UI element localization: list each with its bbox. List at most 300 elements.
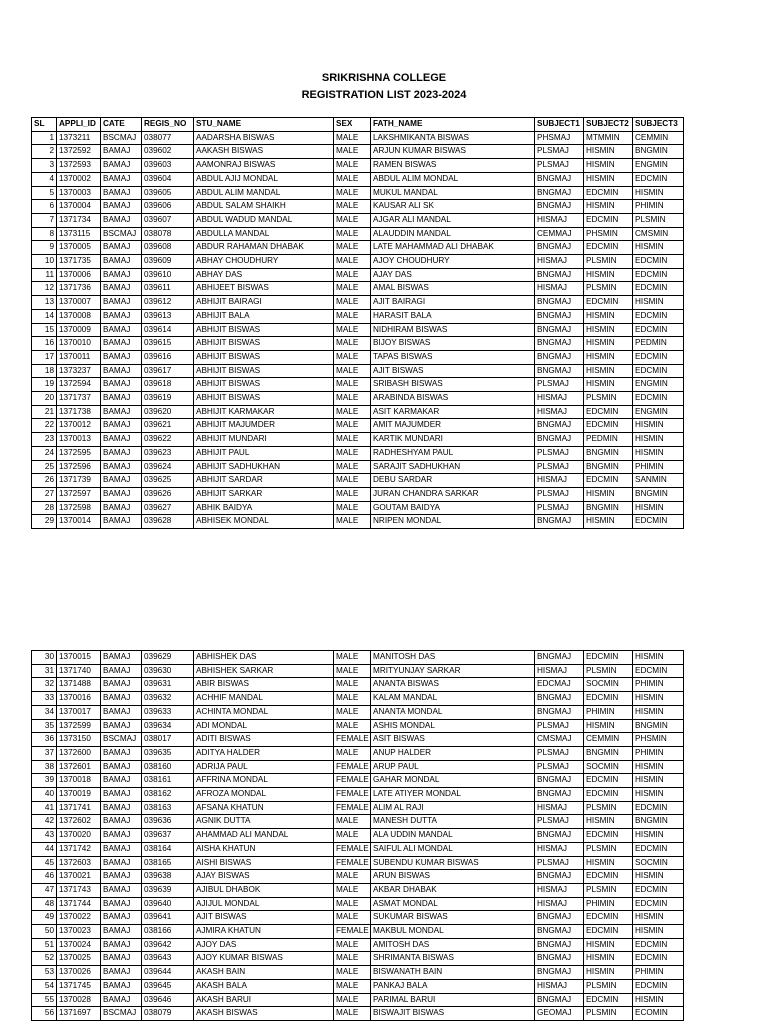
cell-appli-id: 1371739	[57, 474, 101, 488]
cell-sl: 23	[32, 433, 57, 447]
cell-subject3: PHSMIN	[633, 733, 684, 747]
cell-subject2: BNGMIN	[584, 460, 633, 474]
cell-stu-name: AAMONRAJ BISWAS	[194, 159, 334, 173]
cell-sl: 47	[32, 883, 57, 897]
cell-subject3: PLSMIN	[633, 213, 684, 227]
cell-regis-no: 039645	[142, 979, 194, 993]
cell-regis-no: 039619	[142, 392, 194, 406]
cell-appli-id: 1370006	[57, 268, 101, 282]
cell-regis-no: 039640	[142, 897, 194, 911]
cell-stu-name: ACHHIF MANDAL	[194, 692, 334, 706]
table-row	[32, 433, 684, 447]
cell-sl: 41	[32, 801, 57, 815]
cell-sl: 33	[32, 692, 57, 706]
cell-stu-name: AKASH BISWAS	[194, 1007, 334, 1021]
cell-sex: MALE	[334, 159, 371, 173]
cell-cate: BAMAJ	[101, 145, 142, 159]
cell-fath-name: ANUP HALDER	[371, 746, 535, 760]
cell-regis-no: 039602	[142, 145, 194, 159]
table-row	[32, 460, 684, 474]
cell-cate: BAMAJ	[101, 186, 142, 200]
cell-cate: BAMAJ	[101, 419, 142, 433]
cell-fath-name: ARUN BISWAS	[371, 870, 535, 884]
cell-stu-name: ABHIJIT BISWAS	[194, 378, 334, 392]
table-row	[32, 309, 684, 323]
cell-appli-id: 1371697	[57, 1007, 101, 1021]
cell-subject2: HISMIN	[584, 515, 633, 529]
cell-cate: BAMAJ	[101, 172, 142, 186]
cell-subject2: HISMIN	[584, 364, 633, 378]
cell-subject2: EDCMIN	[584, 186, 633, 200]
cell-sl: 22	[32, 419, 57, 433]
cell-sex: MALE	[334, 705, 371, 719]
cell-stu-name: ABDUL WADUD MANDAL	[194, 213, 334, 227]
cell-sex: MALE	[334, 979, 371, 993]
cell-subject2: EDCMIN	[584, 474, 633, 488]
column-header-regis-no: REGIS_NO	[142, 118, 194, 132]
table-row	[32, 227, 684, 241]
cell-sl: 34	[32, 705, 57, 719]
cell-subject3: HISMIN	[633, 870, 684, 884]
cell-regis-no: 039644	[142, 966, 194, 980]
cell-fath-name: MAKBUL MONDAL	[371, 925, 535, 939]
cell-cate: BAMAJ	[101, 460, 142, 474]
cell-sl: 54	[32, 979, 57, 993]
cell-subject3: EDCMIN	[633, 309, 684, 323]
cell-subject2: PLSMIN	[584, 883, 633, 897]
cell-sex: FEMALE	[334, 774, 371, 788]
cell-subject3: HISMIN	[633, 993, 684, 1007]
cell-subject3: ENGMIN	[633, 159, 684, 173]
cell-fath-name: PANKAJ BALA	[371, 979, 535, 993]
table-row	[32, 979, 684, 993]
cell-fath-name: GOUTAM BAIDYA	[371, 501, 535, 515]
cell-subject1: BNGMAJ	[535, 651, 584, 665]
cell-cate: BAMAJ	[101, 788, 142, 802]
cell-sl: 53	[32, 966, 57, 980]
cell-sex: MALE	[334, 815, 371, 829]
cell-fath-name: BISWANATH BAIN	[371, 966, 535, 980]
cell-sex: MALE	[334, 952, 371, 966]
cell-regis-no: 039637	[142, 829, 194, 843]
cell-subject3: EDCMIN	[633, 172, 684, 186]
cell-sex: MALE	[334, 966, 371, 980]
cell-subject1: HISMAJ	[535, 405, 584, 419]
cell-subject3: EDCMIN	[633, 979, 684, 993]
table-row	[32, 200, 684, 214]
cell-cate: BAMAJ	[101, 487, 142, 501]
cell-regis-no: 039604	[142, 172, 194, 186]
cell-appli-id: 1372601	[57, 760, 101, 774]
cell-sl: 55	[32, 993, 57, 1007]
cell-sex: MALE	[334, 911, 371, 925]
cell-cate: BAMAJ	[101, 664, 142, 678]
cell-appli-id: 1373115	[57, 227, 101, 241]
cell-cate: BAMAJ	[101, 282, 142, 296]
cell-appli-id: 1371736	[57, 282, 101, 296]
cell-subject3: SANMIN	[633, 474, 684, 488]
cell-fath-name: ARABINDA BISWAS	[371, 392, 535, 406]
cell-sl: 5	[32, 186, 57, 200]
cell-subject2: HISMIN	[584, 719, 633, 733]
cell-fath-name: MUKUL MANDAL	[371, 186, 535, 200]
cell-fath-name: AMAL BISWAS	[371, 282, 535, 296]
cell-appli-id: 1371741	[57, 801, 101, 815]
cell-subject3: PHIMIN	[633, 966, 684, 980]
cell-sl: 19	[32, 378, 57, 392]
cell-fath-name: AKBAR DHABAK	[371, 883, 535, 897]
cell-cate: BAMAJ	[101, 801, 142, 815]
cell-fath-name: ASIT KARMAKAR	[371, 405, 535, 419]
cell-subject3: BNGMIN	[633, 487, 684, 501]
cell-subject3: BNGMIN	[633, 719, 684, 733]
cell-subject3: PHIMIN	[633, 746, 684, 760]
cell-fath-name: ARJUN KUMAR BISWAS	[371, 145, 535, 159]
cell-fath-name: TAPAS BISWAS	[371, 350, 535, 364]
cell-appli-id: 1370021	[57, 870, 101, 884]
cell-regis-no: 039608	[142, 241, 194, 255]
cell-sl: 48	[32, 897, 57, 911]
cell-subject3: ENGMIN	[633, 405, 684, 419]
cell-subject2: HISMIN	[584, 350, 633, 364]
cell-stu-name: ABDULLA MANDAL	[194, 227, 334, 241]
cell-sex: FEMALE	[334, 760, 371, 774]
cell-subject3: HISMIN	[633, 446, 684, 460]
cell-cate: BAMAJ	[101, 774, 142, 788]
cell-subject1: BNGMAJ	[535, 788, 584, 802]
cell-subject3: EDCMIN	[633, 350, 684, 364]
cell-regis-no: 039614	[142, 323, 194, 337]
cell-cate: BSCMAJ	[101, 1007, 142, 1021]
cell-cate: BAMAJ	[101, 678, 142, 692]
cell-sex: MALE	[334, 268, 371, 282]
cell-stu-name: AKASH BALA	[194, 979, 334, 993]
cell-stu-name: ABHAY CHOUDHURY	[194, 255, 334, 269]
cell-fath-name: SUKUMAR BISWAS	[371, 911, 535, 925]
cell-fath-name: AMIT MAJUMDER	[371, 419, 535, 433]
cell-sex: FEMALE	[334, 801, 371, 815]
cell-fath-name: ANANTA BISWAS	[371, 678, 535, 692]
cell-subject2: HISMIN	[584, 938, 633, 952]
cell-appli-id: 1371735	[57, 255, 101, 269]
cell-appli-id: 1370012	[57, 419, 101, 433]
table-row	[32, 172, 684, 186]
cell-regis-no: 039627	[142, 501, 194, 515]
cell-cate: BAMAJ	[101, 337, 142, 351]
cell-sex: MALE	[334, 364, 371, 378]
table-row	[32, 842, 684, 856]
cell-subject2: PLSMIN	[584, 392, 633, 406]
cell-subject3: HISMIN	[633, 911, 684, 925]
cell-stu-name: ADITYA HALDER	[194, 746, 334, 760]
cell-subject2: EDCMIN	[584, 651, 633, 665]
cell-fath-name: RAMEN BISWAS	[371, 159, 535, 173]
table-row	[32, 296, 684, 310]
cell-subject2: HISMIN	[584, 337, 633, 351]
cell-subject2: HISMIN	[584, 966, 633, 980]
cell-subject3: HISMIN	[633, 925, 684, 939]
cell-sex: MALE	[334, 515, 371, 529]
cell-stu-name: ABHIJIT PAUL	[194, 446, 334, 460]
cell-subject1: HISMAJ	[535, 801, 584, 815]
cell-stu-name: ABHIJIT BISWAS	[194, 350, 334, 364]
cell-sex: MALE	[334, 309, 371, 323]
cell-sl: 16	[32, 337, 57, 351]
cell-subject2: PLSMIN	[584, 282, 633, 296]
cell-subject2: EDCMIN	[584, 925, 633, 939]
table-row	[32, 392, 684, 406]
cell-cate: BSCMAJ	[101, 227, 142, 241]
cell-stu-name: ABHIK BAIDYA	[194, 501, 334, 515]
cell-sex: MALE	[334, 337, 371, 351]
table-row	[32, 405, 684, 419]
cell-subject2: SOCMIN	[584, 760, 633, 774]
cell-appli-id: 1370024	[57, 938, 101, 952]
cell-regis-no: 039613	[142, 309, 194, 323]
cell-sex: MALE	[334, 227, 371, 241]
cell-regis-no: 039617	[142, 364, 194, 378]
cell-subject3: EDCMIN	[633, 801, 684, 815]
table-row	[32, 938, 684, 952]
cell-subject3: CEMMIN	[633, 131, 684, 145]
cell-subject3: EDCMIN	[633, 255, 684, 269]
cell-subject1: HISMAJ	[535, 664, 584, 678]
cell-cate: BSCMAJ	[101, 733, 142, 747]
cell-regis-no: 039639	[142, 883, 194, 897]
cell-sl: 13	[32, 296, 57, 310]
cell-regis-no: 039641	[142, 911, 194, 925]
cell-stu-name: AFSANA KHATUN	[194, 801, 334, 815]
table-row	[32, 474, 684, 488]
cell-subject2: EDCMIN	[584, 692, 633, 706]
cell-cate: BAMAJ	[101, 159, 142, 173]
cell-subject3: HISMIN	[633, 241, 684, 255]
cell-subject1: EDCMAJ	[535, 678, 584, 692]
table-row	[32, 897, 684, 911]
cell-appli-id: 1370023	[57, 925, 101, 939]
cell-sl: 44	[32, 842, 57, 856]
cell-subject2: SOCMIN	[584, 678, 633, 692]
cell-regis-no: 038163	[142, 801, 194, 815]
cell-regis-no: 039642	[142, 938, 194, 952]
cell-fath-name: LATE ATIYER MONDAL	[371, 788, 535, 802]
column-header-subject3: SUBJECT3	[633, 118, 684, 132]
cell-cate: BAMAJ	[101, 705, 142, 719]
cell-subject1: HISMAJ	[535, 474, 584, 488]
cell-fath-name: JURAN CHANDRA SARKAR	[371, 487, 535, 501]
cell-subject1: HISMAJ	[535, 255, 584, 269]
cell-subject2: EDCMIN	[584, 213, 633, 227]
cell-cate: BAMAJ	[101, 392, 142, 406]
cell-stu-name: ABHIJIT BALA	[194, 309, 334, 323]
cell-fath-name: MANESH DUTTA	[371, 815, 535, 829]
cell-stu-name: ACHINTA MONDAL	[194, 705, 334, 719]
column-header-appli-id: APPLI_ID	[57, 118, 101, 132]
cell-cate: BAMAJ	[101, 897, 142, 911]
cell-sex: MALE	[334, 282, 371, 296]
cell-subject1: HISMAJ	[535, 392, 584, 406]
cell-appli-id: 1370019	[57, 788, 101, 802]
cell-subject2: HISMIN	[584, 200, 633, 214]
table-row	[32, 268, 684, 282]
cell-appli-id: 1373150	[57, 733, 101, 747]
cell-subject2: CEMMIN	[584, 733, 633, 747]
cell-regis-no: 039603	[142, 159, 194, 173]
cell-appli-id: 1371734	[57, 213, 101, 227]
cell-sl: 26	[32, 474, 57, 488]
cell-sl: 38	[32, 760, 57, 774]
cell-cate: BAMAJ	[101, 719, 142, 733]
cell-regis-no: 039618	[142, 378, 194, 392]
cell-fath-name: ABDUL ALIM MONDAL	[371, 172, 535, 186]
cell-stu-name: ABHISEK MONDAL	[194, 515, 334, 529]
cell-appli-id: 1370026	[57, 966, 101, 980]
cell-stu-name: ADI MONDAL	[194, 719, 334, 733]
cell-cate: BAMAJ	[101, 966, 142, 980]
cell-subject1: CMSMAJ	[535, 733, 584, 747]
cell-sl: 51	[32, 938, 57, 952]
cell-subject2: HISMIN	[584, 159, 633, 173]
cell-subject2: HISMIN	[584, 323, 633, 337]
column-header-stu-name: STU_NAME	[194, 118, 334, 132]
cell-fath-name: GAHAR MONDAL	[371, 774, 535, 788]
cell-subject2: EDCMIN	[584, 993, 633, 1007]
cell-fath-name: ALA UDDIN MANDAL	[371, 829, 535, 843]
cell-subject1: BNGMAJ	[535, 911, 584, 925]
cell-regis-no: 039631	[142, 678, 194, 692]
cell-regis-no: 039632	[142, 692, 194, 706]
cell-regis-no: 039610	[142, 268, 194, 282]
cell-sex: MALE	[334, 172, 371, 186]
cell-subject3: EDCMIN	[633, 364, 684, 378]
cell-subject3: EDCMIN	[633, 323, 684, 337]
cell-regis-no: 038161	[142, 774, 194, 788]
cell-sex: MALE	[334, 829, 371, 843]
cell-stu-name: ABHIJIT BAIRAGI	[194, 296, 334, 310]
cell-regis-no: 039615	[142, 337, 194, 351]
cell-fath-name: ARUP PAUL	[371, 760, 535, 774]
cell-sl: 9	[32, 241, 57, 255]
cell-sl: 30	[32, 651, 57, 665]
cell-subject1: BNGMAJ	[535, 705, 584, 719]
cell-subject3: CMSMIN	[633, 227, 684, 241]
cell-subject1: PLSMAJ	[535, 856, 584, 870]
cell-fath-name: NRIPEN MONDAL	[371, 515, 535, 529]
cell-subject1: PLSMAJ	[535, 746, 584, 760]
cell-fath-name: ALIM AL RAJI	[371, 801, 535, 815]
cell-sl: 2	[32, 145, 57, 159]
cell-subject2: EDCMIN	[584, 788, 633, 802]
cell-subject1: HISMAJ	[535, 282, 584, 296]
cell-subject2: HISMIN	[584, 378, 633, 392]
cell-sl: 20	[32, 392, 57, 406]
table-row	[32, 350, 684, 364]
table-row	[32, 993, 684, 1007]
cell-sex: FEMALE	[334, 842, 371, 856]
column-header-fath-name: FATH_NAME	[371, 118, 535, 132]
cell-sl: 14	[32, 309, 57, 323]
table-row	[32, 446, 684, 460]
cell-subject3: HISMIN	[633, 788, 684, 802]
cell-regis-no: 039625	[142, 474, 194, 488]
cell-appli-id: 1372598	[57, 501, 101, 515]
table-row	[32, 856, 684, 870]
cell-subject3: EDCMIN	[633, 938, 684, 952]
cell-subject2: EDCMIN	[584, 911, 633, 925]
cell-regis-no: 038078	[142, 227, 194, 241]
cell-fath-name: ASHIS MONDAL	[371, 719, 535, 733]
cell-cate: BAMAJ	[101, 200, 142, 214]
cell-appli-id: 1370028	[57, 993, 101, 1007]
cell-stu-name: AJIBUL DHABOK	[194, 883, 334, 897]
cell-subject3: PEDMIN	[633, 337, 684, 351]
cell-regis-no: 039634	[142, 719, 194, 733]
cell-cate: BAMAJ	[101, 993, 142, 1007]
cell-subject1: PLSMAJ	[535, 487, 584, 501]
cell-appli-id: 1370025	[57, 952, 101, 966]
cell-stu-name: AKASH BAIN	[194, 966, 334, 980]
cell-subject1: BNGMAJ	[535, 241, 584, 255]
cell-fath-name: AJGAR ALI MANDAL	[371, 213, 535, 227]
cell-subject1: CEMMAJ	[535, 227, 584, 241]
column-header-sl: SL	[32, 118, 57, 132]
cell-appli-id: 1370016	[57, 692, 101, 706]
cell-sl: 45	[32, 856, 57, 870]
cell-sex: MALE	[334, 719, 371, 733]
cell-appli-id: 1370003	[57, 186, 101, 200]
cell-subject2: PHSMIN	[584, 227, 633, 241]
cell-subject1: PHSMAJ	[535, 131, 584, 145]
cell-stu-name: ABHIJIT MAJUMDER	[194, 419, 334, 433]
cell-stu-name: ABHIJIT SADHUKHAN	[194, 460, 334, 474]
cell-regis-no: 039636	[142, 815, 194, 829]
cell-subject2: PEDMIN	[584, 433, 633, 447]
cell-sl: 11	[32, 268, 57, 282]
cell-appli-id: 1372603	[57, 856, 101, 870]
cell-subject1: BNGMAJ	[535, 172, 584, 186]
cell-cate: BAMAJ	[101, 474, 142, 488]
cell-stu-name: AJIT BISWAS	[194, 911, 334, 925]
cell-sex: MALE	[334, 241, 371, 255]
cell-sex: MALE	[334, 378, 371, 392]
cell-subject2: PLSMIN	[584, 842, 633, 856]
cell-appli-id: 1372594	[57, 378, 101, 392]
cell-subject1: BNGMAJ	[535, 350, 584, 364]
table-row	[32, 145, 684, 159]
cell-appli-id: 1370014	[57, 515, 101, 529]
cell-fath-name: ASIT BISWAS	[371, 733, 535, 747]
cell-subject2: BNGMIN	[584, 446, 633, 460]
cell-sex: MALE	[334, 350, 371, 364]
cell-subject1: PLSMAJ	[535, 501, 584, 515]
cell-regis-no: 039606	[142, 200, 194, 214]
cell-fath-name: BIJOY BISWAS	[371, 337, 535, 351]
cell-appli-id: 1371742	[57, 842, 101, 856]
cell-subject1: BNGMAJ	[535, 870, 584, 884]
cell-subject1: BNGMAJ	[535, 186, 584, 200]
cell-appli-id: 1372592	[57, 145, 101, 159]
cell-cate: BAMAJ	[101, 979, 142, 993]
cell-sl: 42	[32, 815, 57, 829]
cell-subject3: HISMIN	[633, 705, 684, 719]
cell-cate: BAMAJ	[101, 323, 142, 337]
cell-sl: 27	[32, 487, 57, 501]
cell-regis-no: 039611	[142, 282, 194, 296]
cell-fath-name: SAIFUL ALI MONDAL	[371, 842, 535, 856]
cell-subject3: HISMIN	[633, 419, 684, 433]
cell-sex: MALE	[334, 692, 371, 706]
cell-sl: 52	[32, 952, 57, 966]
